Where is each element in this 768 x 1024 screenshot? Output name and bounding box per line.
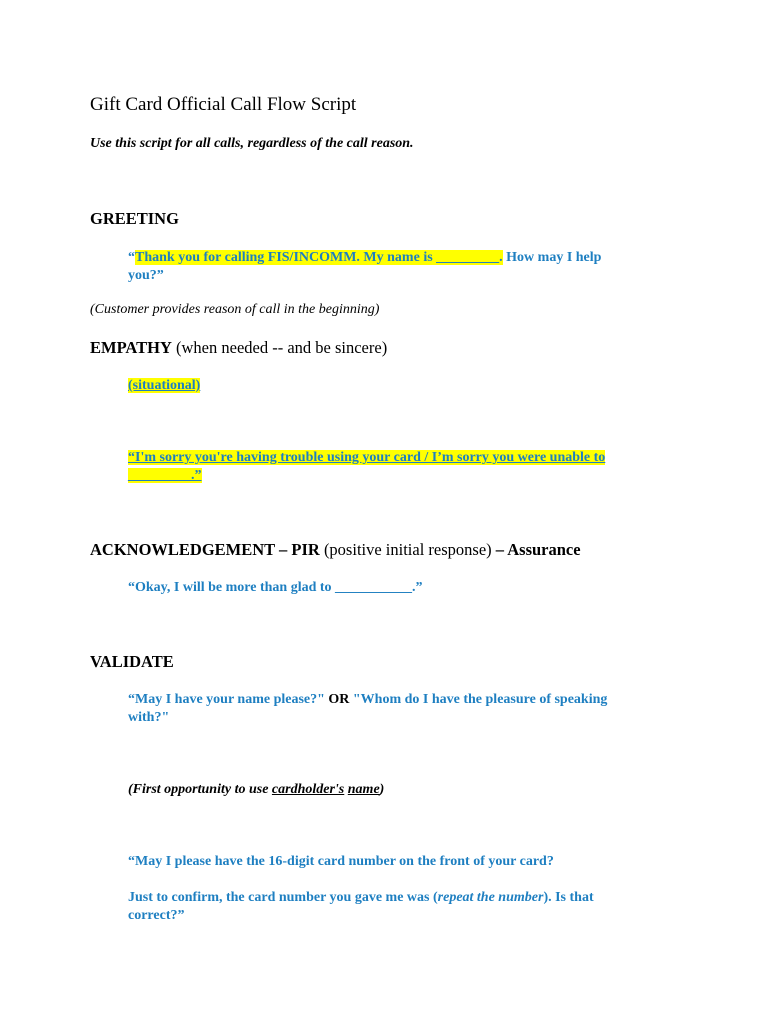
validate-q3-post: ). Is that (543, 890, 594, 905)
greeting-script-line1 (128, 248, 601, 267)
validate-note-name: name (347, 782, 380, 797)
empathy-heading-bold: EMPATHY (90, 338, 172, 357)
validate-q3-pre: Just to confirm, the card number you gave me was ( (128, 890, 438, 905)
empathy-heading-rest: (when needed -- and be sincere) (171, 338, 388, 357)
validate-q3-line1 (128, 888, 594, 907)
situational-label: (situational) (128, 378, 201, 393)
greeting-highlighted-text: Thank you for calling FIS/INCOMM. My name is _________. (135, 250, 503, 265)
validate-note (128, 780, 384, 799)
empathy-script-text2: _________.” (128, 468, 202, 483)
empathy-script-line2 (128, 466, 202, 485)
validate-q1-line2: with?" (128, 710, 170, 725)
acknowledgement-script: “Okay, I will be more than glad to ___________.” (128, 580, 423, 595)
validate-q1-part2: "Whom do I have the pleasure of speaking (352, 692, 608, 707)
greeting-note: (Customer provides reason of call in the beginning) (90, 302, 380, 317)
validate-q1-part1: “May I have your name please?" (128, 692, 325, 707)
empathy-heading (90, 338, 387, 358)
open-quote: “ (128, 250, 135, 265)
validate-q1-line1 (128, 690, 607, 709)
validate-note-cardholder: cardholder's (271, 782, 345, 797)
document-subtitle: Use this script for all calls, regardless of the call reason. (90, 136, 414, 151)
document-title: Gift Card Official Call Flow Script (90, 94, 357, 115)
validate-q1-or: OR (324, 692, 353, 707)
validate-q3-italic: repeat the number (437, 890, 544, 905)
validate-q2: “May I please have the 16-digit card number on the front of your card? (128, 854, 554, 869)
greeting-script-line2: you?” (128, 268, 164, 283)
validate-note-post: ) (379, 782, 385, 797)
validate-q3-line2: correct?” (128, 908, 185, 923)
greeting-rest-text: How may I help (502, 250, 602, 265)
acknowledgement-heading (90, 540, 581, 560)
empathy-script-text1: “I'm sorry you're having trouble using your card / I’m sorry you were unable to (128, 450, 606, 465)
empathy-script-line1 (128, 448, 605, 467)
empathy-situational (128, 376, 200, 395)
ack-heading-a: ACKNOWLEDGEMENT – PIR (90, 540, 320, 559)
greeting-heading: GREETING (90, 209, 179, 228)
ack-heading-b: (positive initial response) (319, 540, 496, 559)
validate-note-pre: (First opportunity to use (128, 782, 272, 797)
validate-heading: VALIDATE (90, 652, 174, 671)
ack-heading-c: – Assurance (495, 540, 581, 559)
